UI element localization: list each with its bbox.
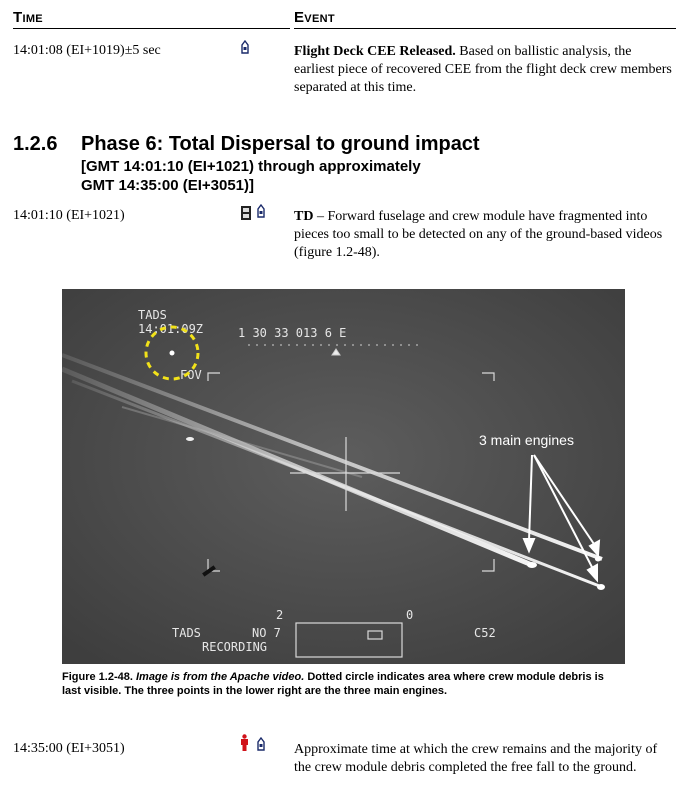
osd-c52: C52: [474, 626, 496, 640]
row2-event-text: – Forward fuselage and crew module have fragmented into pieces too small to be detected on any of the ground-based videos (figure 1.2-48).: [294, 209, 663, 260]
row2-time: 14:01:10 (EI+1021): [13, 208, 125, 223]
film-icon: [240, 205, 252, 226]
crew-module-icon: [256, 737, 266, 757]
person-icon: [239, 734, 250, 757]
caption-label: Figure 1.2-48.: [62, 671, 133, 683]
crew-module-icon: [240, 40, 250, 60]
osd-tads-bottom: TADS: [172, 626, 201, 640]
row2-event: [294, 208, 674, 262]
osd-recording: RECORDING: [202, 640, 268, 654]
osd-no: NO 7: [252, 626, 281, 640]
section-title: Phase 6: Total Dispersal to ground impact: [81, 133, 480, 155]
row1-event-title: Flight Deck CEE Released.: [294, 44, 456, 59]
time-header-rule: [13, 28, 290, 29]
osd-0: 0: [406, 608, 414, 622]
event-column-header: Event: [294, 9, 335, 26]
osd-fov: FOV: [180, 368, 202, 382]
section-subtitle-line1: [GMT 14:01:10 (EI+1021) through approximately: [81, 158, 421, 175]
section-subtitle-line2: GMT 14:35:00 (EI+3051)]: [81, 177, 254, 194]
section-number: 1.2.6: [13, 133, 58, 155]
row1-event: [294, 43, 674, 97]
row2-event-title: TD: [294, 209, 314, 224]
crew-module-icon: [256, 204, 266, 224]
engines-annotation: 3 main engines: [479, 432, 574, 448]
apache-video-image: [62, 289, 625, 664]
osd-scale: 1 30 33 013 6 E: [238, 326, 347, 340]
row1-event-text: Based on ballistic analysis, the earliest piece of recovered CEE from the flight deck crew members separated at this time.: [294, 44, 672, 95]
caption-text: Dotted circle indicates area where crew module debris is last visible. The three points in the lower right are the three main engines.: [62, 671, 604, 697]
time-column-header: Time: [13, 9, 43, 26]
caption-italic: Image is from the Apache video.: [132, 671, 305, 683]
row3-time: 14:35:00 (EI+3051): [13, 741, 125, 756]
row3-event: Approximate time at which the crew remains and the majority of the crew module debris completed the free fall to the ground.: [294, 742, 658, 775]
event-header-rule: [294, 28, 676, 29]
osd-tads-top: TADS: [138, 308, 167, 322]
figure-caption: [62, 670, 622, 698]
row1-time: 14:01:08 (EI+1019)±5 sec: [13, 43, 161, 58]
osd-time: 14:01:09Z: [138, 322, 204, 336]
osd-2: 2: [276, 608, 284, 622]
